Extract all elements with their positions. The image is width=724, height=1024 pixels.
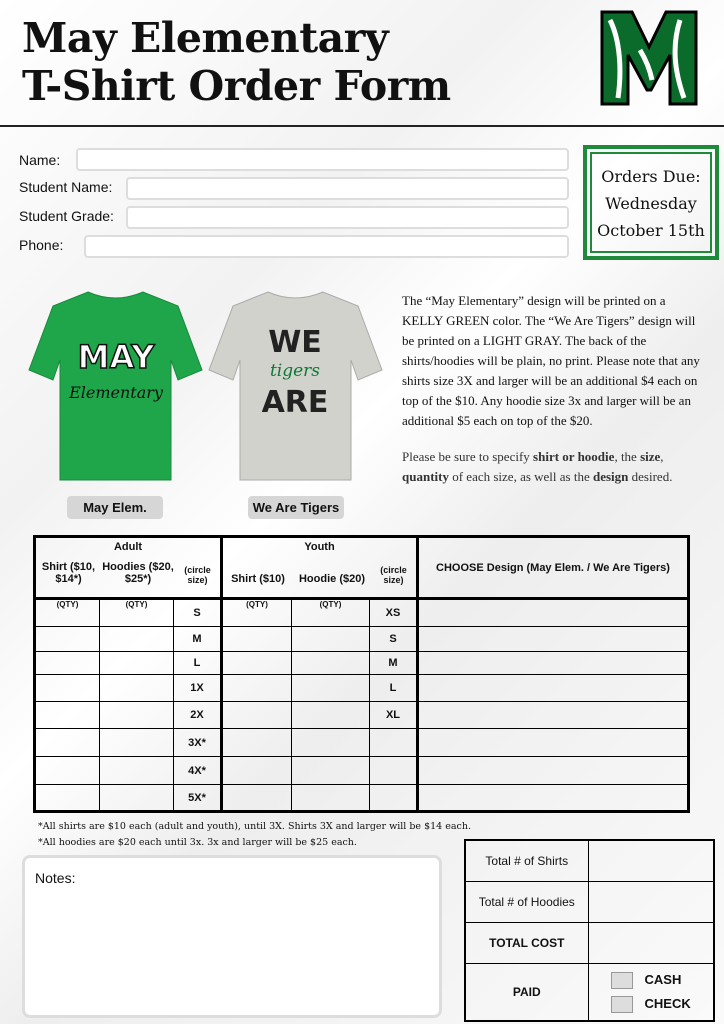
notes-box[interactable]	[22, 855, 442, 1018]
order-table	[33, 535, 690, 813]
total-cost-label: TOTAL COST	[465, 922, 588, 963]
adult-hoodie-header: Hoodies ($20, $25*)	[102, 561, 174, 585]
cash-option[interactable]	[611, 968, 714, 992]
youth-shirt-qty-cell[interactable]	[222, 702, 292, 729]
orders-due-box	[583, 145, 719, 260]
youth-shirt-qty-cell[interactable]	[222, 785, 292, 812]
design-choice-cell[interactable]	[418, 627, 689, 652]
design-choice-cell[interactable]	[418, 757, 689, 785]
description-p2	[402, 447, 706, 487]
adult-hoodie-qty-cell[interactable]	[100, 785, 174, 812]
school-logo	[600, 10, 698, 106]
page-title	[22, 14, 451, 110]
youth-title: Youth	[304, 541, 335, 553]
adult-circle-header: (circle size)	[184, 565, 211, 585]
due-line-2: Wednesday	[605, 194, 697, 213]
t: of each size, as well as the	[448, 469, 593, 484]
youth-hoodie-qty-cell[interactable]	[292, 702, 370, 729]
youth-shirt-qty-cell[interactable]: (QTY)	[222, 599, 292, 627]
we-print-text: WE	[268, 325, 322, 360]
adult-shirt-qty-cell[interactable]	[35, 652, 100, 675]
youth-shirt-qty-cell[interactable]	[222, 675, 292, 702]
t: quantity	[402, 469, 449, 484]
design-header: CHOOSE Design (May Elem. / We Are Tigers)	[418, 537, 689, 599]
youth-hoodie-qty-cell[interactable]	[292, 652, 370, 675]
order-row	[35, 675, 689, 702]
student-name-field[interactable]	[126, 177, 569, 200]
we-are-tigers-shirt-image	[208, 290, 383, 485]
adult-shirt-qty-cell[interactable]	[35, 675, 100, 702]
youth-hoodie-header: Hoodie ($20)	[298, 573, 365, 585]
adult-hoodie-qty-cell[interactable]	[100, 757, 174, 785]
footnote-hoodies: *All hoodies are $20 each until 3x. 3x and larger will be $25 each.	[38, 837, 357, 848]
youth-size-option[interactable]: S	[370, 627, 418, 652]
youth-hoodie-qty-cell[interactable]	[292, 729, 370, 757]
youth-hoodie-qty-cell[interactable]	[292, 627, 370, 652]
adult-shirt-qty-cell[interactable]	[35, 627, 100, 652]
adult-shirt-qty-cell[interactable]	[35, 702, 100, 729]
t: ,	[660, 449, 664, 464]
youth-circle-header: (circle size)	[380, 565, 407, 585]
design-choice-cell[interactable]	[418, 729, 689, 757]
t: , the	[614, 449, 641, 464]
adult-hoodie-qty-cell[interactable]	[100, 729, 174, 757]
description	[402, 291, 706, 487]
order-row	[35, 599, 689, 627]
adult-hoodie-qty-cell[interactable]	[100, 652, 174, 675]
youth-size-option[interactable]: M	[370, 652, 418, 675]
design-choice-cell[interactable]	[418, 675, 689, 702]
adult-size-option[interactable]: M	[174, 627, 222, 652]
adult-size-option[interactable]: 1X	[174, 675, 222, 702]
phone-label: Phone:	[19, 237, 64, 253]
youth-header	[222, 537, 418, 599]
youth-hoodie-qty-cell[interactable]	[292, 675, 370, 702]
adult-size-option[interactable]: 3X*	[174, 729, 222, 757]
youth-hoodie-qty-cell[interactable]: (QTY)	[292, 599, 370, 627]
order-row	[35, 652, 689, 675]
may-elem-shirt-image	[28, 290, 203, 485]
due-line-3: October 15th	[597, 221, 705, 240]
order-row	[35, 729, 689, 757]
total-hoodies-field[interactable]	[588, 881, 714, 922]
adult-hoodie-qty-cell[interactable]	[100, 702, 174, 729]
youth-size-option[interactable]: XL	[370, 702, 418, 729]
order-row	[35, 627, 689, 652]
youth-shirt-header: Shirt ($10)	[231, 573, 285, 585]
design-choice-cell[interactable]	[418, 785, 689, 812]
youth-size-option[interactable]: L	[370, 675, 418, 702]
order-row	[35, 757, 689, 785]
adult-shirt-header: Shirt ($10, $14*)	[41, 561, 96, 585]
check-checkbox[interactable]	[611, 996, 633, 1013]
t: shirt or hoodie	[533, 449, 615, 464]
total-hoodies-label: Total # of Hoodies	[465, 881, 588, 922]
adult-header	[35, 537, 222, 599]
adult-title: Adult	[113, 541, 143, 553]
youth-shirt-qty-cell[interactable]	[222, 729, 292, 757]
order-row	[35, 702, 689, 729]
due-line-1: Orders Due:	[601, 167, 701, 186]
youth-hoodie-qty-cell[interactable]	[292, 757, 370, 785]
youth-shirt-qty-cell[interactable]	[222, 652, 292, 675]
youth-size-option[interactable]	[370, 785, 418, 812]
cash-label: CASH	[644, 971, 682, 987]
youth-hoodie-qty-cell[interactable]	[292, 785, 370, 812]
tigers-print-text: tigers	[269, 361, 321, 381]
total-shirts-label: Total # of Shirts	[465, 840, 588, 881]
totals-table	[464, 839, 715, 1022]
adult-shirt-qty-cell[interactable]: (QTY)	[35, 599, 100, 627]
total-shirts-field[interactable]	[588, 840, 714, 881]
adult-size-option[interactable]: 4X*	[174, 757, 222, 785]
adult-size-option[interactable]: 5X*	[174, 785, 222, 812]
check-option[interactable]	[611, 992, 714, 1016]
adult-size-option[interactable]: S	[174, 599, 222, 627]
description-p1: The “May Elementary” design will be printed on a KELLY GREEN color. The “We Are Tigers” design will be printed on a LIGHT GRAY. The back of the shirts/hoodies will be plain, no print. Please note that any shirts size 3X and larger will be an additional $4 each on top of the $10. Any hoodie size 3x and larger will be an additional $5 each on top of the $20.	[402, 293, 700, 428]
are-print-text: ARE	[261, 385, 329, 420]
adult-hoodie-qty-cell[interactable]	[100, 627, 174, 652]
youth-shirt-qty-cell[interactable]	[222, 757, 292, 785]
adult-shirt-qty-cell[interactable]	[35, 729, 100, 757]
design-choice-cell[interactable]	[418, 599, 689, 627]
phone-field[interactable]	[84, 235, 569, 258]
student-grade-field[interactable]	[126, 206, 569, 229]
adult-shirt-qty-cell[interactable]	[35, 785, 100, 812]
footnote-shirts: *All shirts are $10 each (adult and youth), until 3X. Shirts 3X and larger will be $14 each.	[38, 821, 471, 832]
name-field[interactable]	[76, 148, 569, 171]
title-line-2: T-Shirt Order Form	[22, 62, 451, 110]
adult-size-option[interactable]: 2X	[174, 702, 222, 729]
cash-checkbox[interactable]	[611, 972, 633, 989]
youth-size-option[interactable]	[370, 729, 418, 757]
header-divider	[0, 125, 724, 127]
youth-shirt-qty-cell[interactable]	[222, 627, 292, 652]
adult-hoodie-qty-cell[interactable]	[100, 675, 174, 702]
adult-hoodie-qty-cell[interactable]: (QTY)	[100, 599, 174, 627]
design-choice-cell[interactable]	[418, 652, 689, 675]
t: Please be sure to specify	[402, 449, 534, 464]
student-grade-label: Student Grade:	[19, 208, 114, 224]
adult-shirt-qty-cell[interactable]	[35, 757, 100, 785]
may-elem-label: May Elem.	[67, 496, 163, 519]
design-choice-cell[interactable]	[418, 702, 689, 729]
t: desired.	[628, 469, 673, 484]
student-name-label: Student Name:	[19, 179, 113, 195]
we-are-tigers-label: We Are Tigers	[248, 496, 344, 519]
t: design	[593, 469, 629, 484]
youth-size-option[interactable]	[370, 757, 418, 785]
youth-size-option[interactable]: XS	[370, 599, 418, 627]
order-row	[35, 785, 689, 812]
paid-label: PAID	[465, 963, 588, 1021]
check-label: CHECK	[644, 995, 691, 1011]
elementary-print-text: Elementary	[69, 383, 163, 402]
total-cost-field[interactable]	[588, 922, 714, 963]
notes-label: Notes:	[35, 870, 76, 886]
adult-size-option[interactable]: L	[174, 652, 222, 675]
t: size	[640, 449, 661, 464]
may-print-text: MAY	[77, 338, 155, 376]
title-line-1: May Elementary	[22, 14, 389, 62]
name-label: Name:	[19, 152, 61, 168]
